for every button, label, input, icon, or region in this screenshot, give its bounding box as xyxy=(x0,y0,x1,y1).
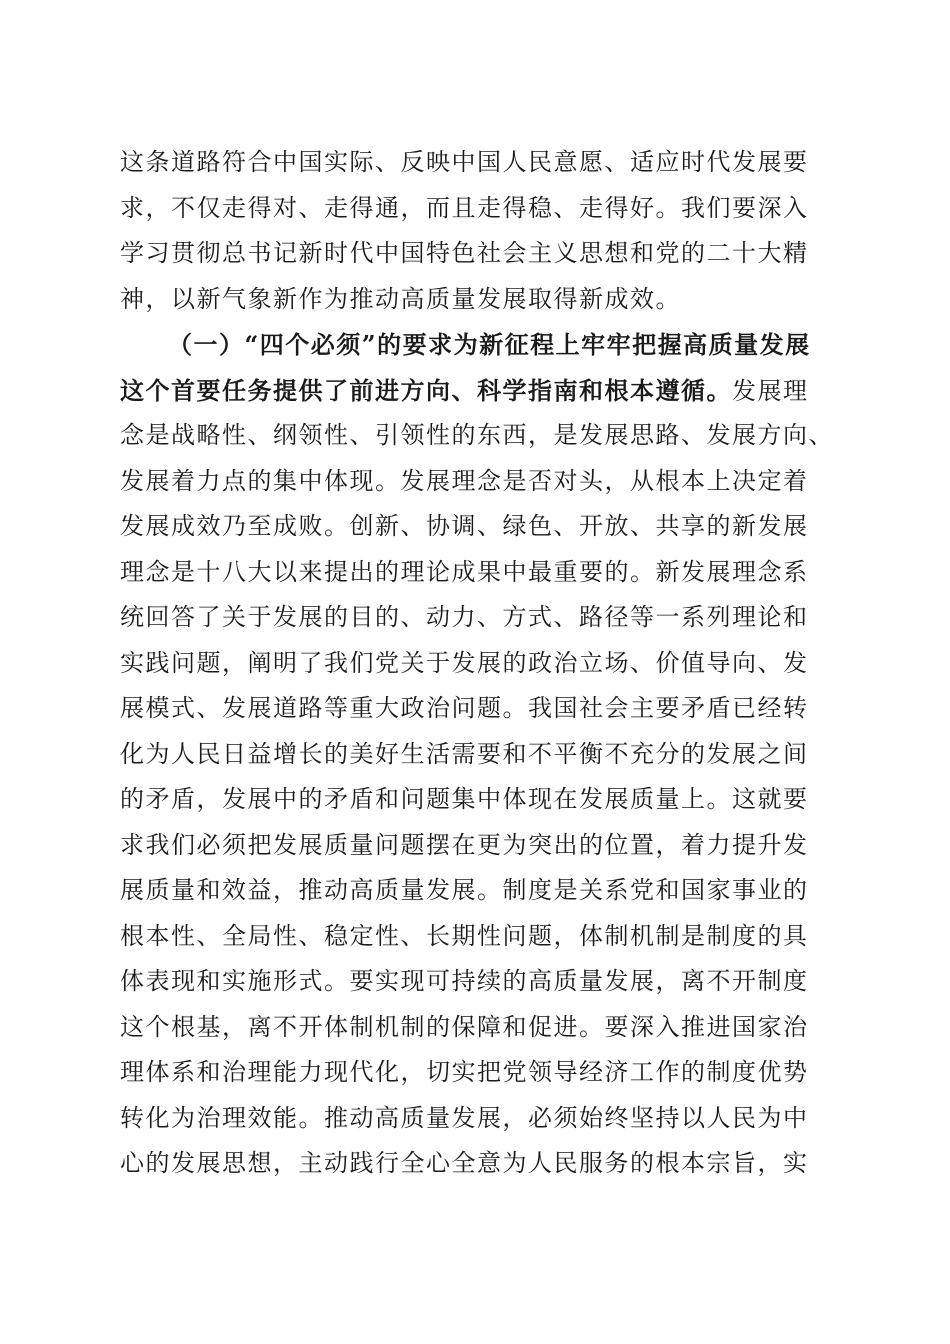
section-line: 求我们必须把发展质量问题摆在更为突出的位置，着力提升发 xyxy=(120,830,809,859)
section-heading-continuation xyxy=(120,368,832,414)
section-line: 理体系和治理能力现代化，切实把党领导经济工作的制度优势 xyxy=(120,1058,809,1086)
section-line: 发展着力点的集中体现。发展理念是否对头，从根本上决定着 xyxy=(120,466,809,495)
section-line: 发展成效乃至成败。创新、协调、绿色、开放、共享的新发展 xyxy=(120,512,809,540)
section-line: 转化为治理效能。推动高质量发展，必须始终坚持以人民为中 xyxy=(120,1103,809,1132)
section-line: 化为人民日益增长的美好生活需要和不平衡不充分的发展之间 xyxy=(120,739,809,768)
paragraph-line: 求，不仅走得对、走得通，而且走得稳、走得好。我们要深入 xyxy=(120,193,809,222)
section-heading-tail: 这个首要任务提供了前进方向、科学指南和根本遵循。 xyxy=(120,375,732,405)
section-line: 这个根基，离不开体制机制的保障和促进。要深入推进国家治 xyxy=(120,1012,809,1041)
section-text-start: 发展理 xyxy=(732,376,809,405)
section-line: 根本性、全局性、稳定性、长期性问题，体制机制是制度的具 xyxy=(120,921,809,950)
section-line: 理念是十八大以来提出的理论成果中最重要的。新发展理念系 xyxy=(120,557,809,586)
section-line: 展模式、发展道路等重大政治问题。我国社会主要矛盾已经转 xyxy=(120,694,809,722)
document-body xyxy=(120,140,832,1187)
section-line: 的矛盾，发展中的矛盾和问题集中体现在发展质量上。这就要 xyxy=(120,785,809,813)
paragraph-line: 学习贯彻总书记新时代中国特色社会主义思想和党的二十大精 xyxy=(120,239,809,267)
section-line: 心的发展思想，主动践行全心全意为人民服务的根本宗旨，实 xyxy=(120,1149,809,1177)
paragraph-line: 神，以新气象新作为推动高质量发展取得新成效。 xyxy=(120,284,681,313)
paragraph-line: 这条道路符合中国实际、反映中国人民意愿、适应时代发展要 xyxy=(120,148,809,176)
section-line: 展质量和效益，推动高质量发展。制度是关系党和国家事业的 xyxy=(120,876,809,904)
section-line: 统回答了关于发展的目的、动力、方式、路径等一系列理论和 xyxy=(120,603,809,631)
section-heading: （一）“四个必须”的要求为新征程上牢牢把握高质量发展 xyxy=(168,330,811,359)
section-line: 实践问题，阐明了我们党关于发展的政治立场、价值导向、发 xyxy=(120,648,809,677)
section-line: 念是战略性、纲领性、引领性的东西，是发展思路、发展方向、 xyxy=(120,421,834,449)
section-line: 体表现和实施形式。要实现可持续的高质量发展，离不开制度 xyxy=(120,967,809,995)
